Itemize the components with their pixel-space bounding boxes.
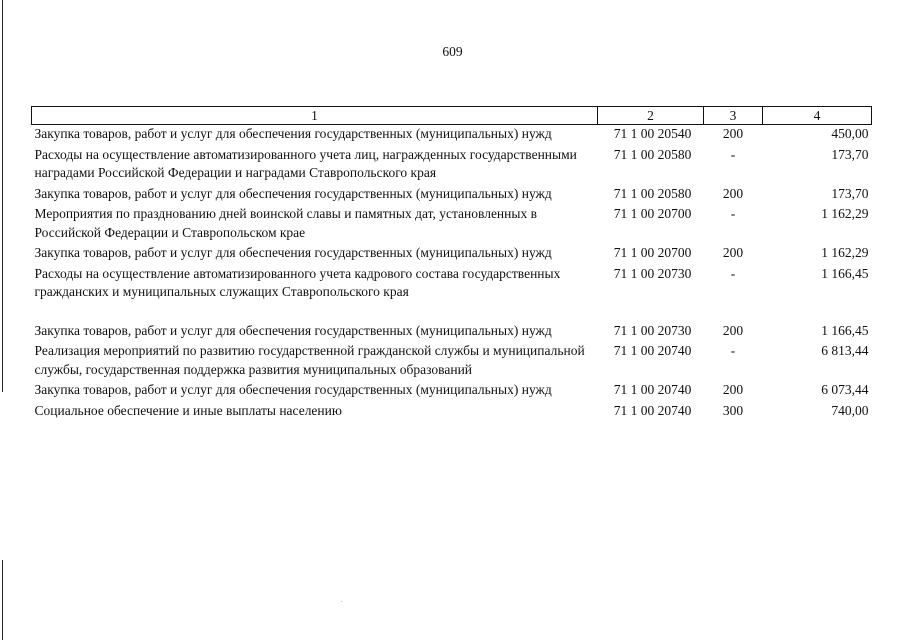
scan-speck bbox=[341, 601, 342, 602]
row-expense-type: - bbox=[730, 343, 736, 358]
row-amount: 1 166,45 bbox=[821, 265, 869, 281]
row-amount: 740,00 bbox=[831, 402, 869, 418]
table-row bbox=[32, 125, 872, 146]
budget-table bbox=[31, 106, 872, 422]
row-expense-type: 200 bbox=[722, 245, 744, 260]
row-expense-type: 200 bbox=[722, 126, 744, 141]
header-col-1: 1 bbox=[32, 107, 598, 125]
row-expense-type: - bbox=[730, 265, 736, 281]
row-code: 71 1 00 20700 bbox=[613, 206, 692, 221]
row-expense-type: 300 bbox=[722, 402, 744, 418]
row-name: Закупка товаров, работ и услуг для обеспечения государственных (муниципальных) нужд bbox=[34, 185, 552, 201]
table-row bbox=[32, 244, 872, 265]
row-expense-type: 200 bbox=[722, 322, 744, 338]
row-code: 71 1 00 20580 bbox=[613, 146, 692, 162]
row-amount: 173,70 bbox=[831, 146, 869, 162]
row-name: Расходы на осуществление автоматизированного учета лиц, награжденных государственными наградами Российской Федерации и наградами Ставропольского края bbox=[34, 146, 577, 180]
row-name: Закупка товаров, работ и услуг для обеспечения государственных (муниципальных) нужд bbox=[34, 322, 552, 338]
left-margin-line-bottom bbox=[2, 560, 3, 640]
page-number: 609 bbox=[442, 44, 463, 59]
row-name: Расходы на осуществление автоматизированного учета кадрового состава государственных гражданских и муниципальных служащих Ставропольского края bbox=[34, 265, 561, 299]
table-row bbox=[32, 381, 872, 402]
table-header bbox=[32, 107, 872, 125]
row-amount: 1 162,29 bbox=[821, 245, 869, 260]
table-row bbox=[32, 185, 872, 206]
row-code: 71 1 00 20740 bbox=[613, 343, 692, 358]
table-row bbox=[32, 205, 872, 244]
row-amount: 1 166,45 bbox=[821, 322, 869, 338]
row-name: Закупка товаров, работ и услуг для обеспечения государственных (муниципальных) нужд bbox=[34, 382, 552, 397]
row-code: 71 1 00 20730 bbox=[613, 265, 692, 281]
row-code: 71 1 00 20540 bbox=[613, 126, 692, 141]
row-expense-type: - bbox=[730, 146, 736, 162]
row-amount: 6 073,44 bbox=[821, 382, 869, 397]
table-body bbox=[32, 125, 872, 423]
row-name: Мероприятия по празднованию дней воинской славы и памятных дат, установленных в Российской Федерации и Ставропольском крае bbox=[34, 206, 537, 240]
header-row bbox=[32, 107, 872, 125]
row-amount: 6 813,44 bbox=[821, 343, 869, 358]
row-expense-type: 200 bbox=[722, 382, 744, 397]
row-name: Закупка товаров, работ и услуг для обеспечения государственных (муниципальных) нужд bbox=[34, 245, 552, 260]
table-row bbox=[32, 342, 872, 381]
row-amount: 173,70 bbox=[831, 185, 869, 201]
header-col-4: 4 bbox=[763, 107, 872, 125]
row-code: 71 1 00 20700 bbox=[613, 245, 692, 260]
table-row bbox=[32, 265, 872, 322]
row-amount: 1 162,29 bbox=[821, 206, 869, 221]
table-row bbox=[32, 146, 872, 185]
row-name: Закупка товаров, работ и услуг для обеспечения государственных (муниципальных) нужд bbox=[34, 126, 552, 141]
table-row bbox=[32, 402, 872, 423]
header-col-2: 2 bbox=[598, 107, 704, 125]
row-code: 71 1 00 20580 bbox=[613, 185, 692, 201]
table-row bbox=[32, 322, 872, 343]
row-code: 71 1 00 20740 bbox=[613, 382, 692, 397]
header-col-3: 3 bbox=[704, 107, 763, 125]
row-name: Реализация мероприятий по развитию государственной гражданской службы и муниципальной службы, государственная поддержка развития муниципальных образований bbox=[34, 343, 585, 377]
row-expense-type: 200 bbox=[722, 185, 744, 201]
row-amount: 450,00 bbox=[831, 126, 869, 141]
row-name: Социальное обеспечение и иные выплаты населению bbox=[34, 402, 342, 418]
row-expense-type: - bbox=[730, 206, 736, 221]
row-code: 71 1 00 20730 bbox=[613, 322, 692, 338]
row-code: 71 1 00 20740 bbox=[613, 402, 692, 418]
